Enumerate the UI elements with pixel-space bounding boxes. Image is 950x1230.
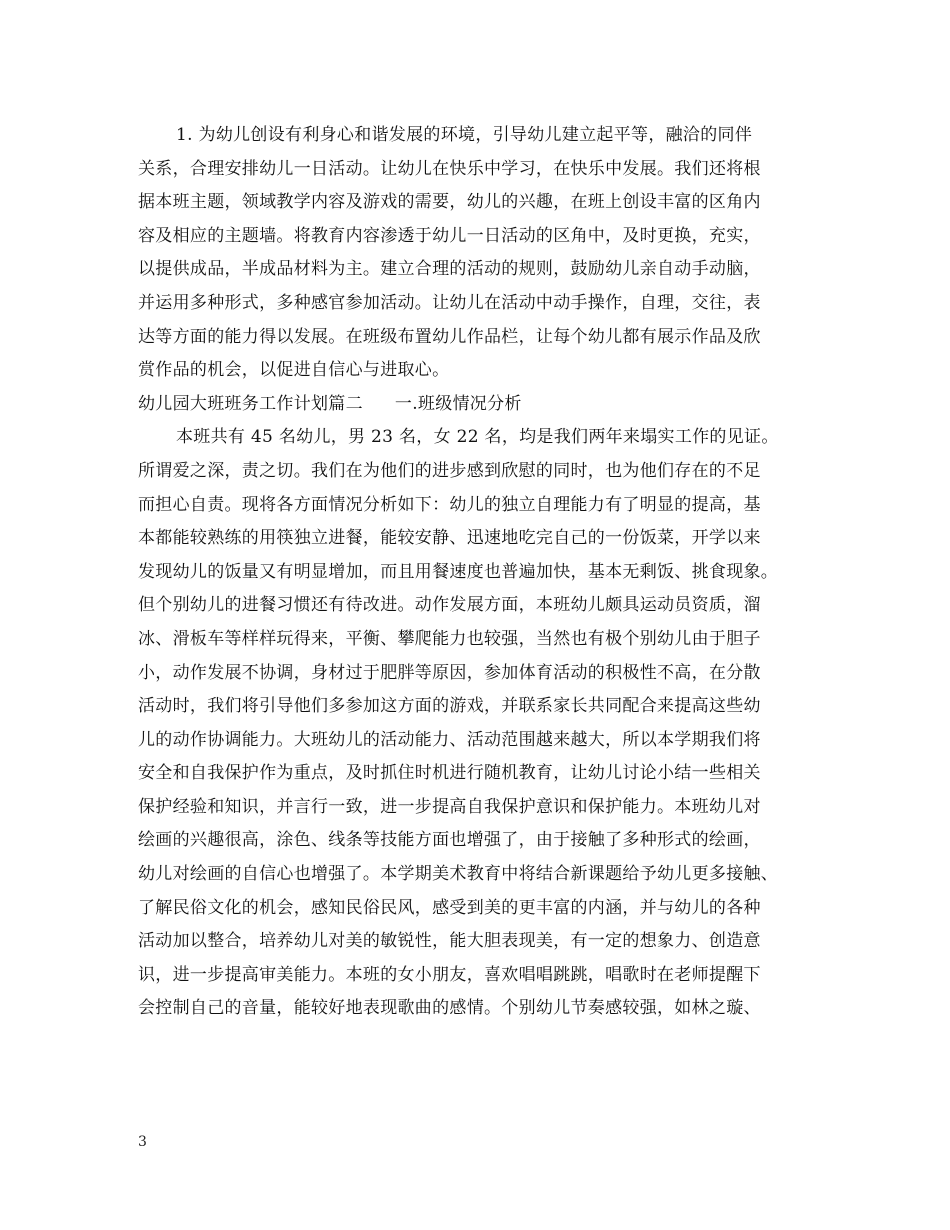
text-line: 冰、滑板车等样样玩得来，平衡、攀爬能力也较强，当然也有极个别幼儿由于胆子 bbox=[138, 628, 761, 649]
section-title: 一.班级情况分析 bbox=[394, 393, 522, 414]
text-line: 发现幼儿的饭量又有明显增加，而且用餐速度也普遍加快，基本无剩饭、挑食现象。 bbox=[138, 561, 779, 582]
text-line: 关系，合理安排幼儿一日活动。让幼儿在快乐中学习，在快乐中发展。我们还将根 bbox=[138, 158, 761, 179]
text-line: 所谓爱之深，责之切。我们在为他们的进步感到欣慰的同时，也为他们存在的不足 bbox=[138, 460, 761, 481]
text-line: 以提供成品，半成品材料为主。建立合理的活动的规则，鼓励幼儿亲自动手动脑， bbox=[138, 259, 761, 280]
text-line: 据本班主题，领域教学内容及游戏的需要，幼儿的兴趣，在班上创设丰富的区角内 bbox=[138, 192, 761, 213]
section-heading bbox=[138, 388, 818, 422]
text-line: 安全和自我保护作为重点，及时抓住时机进行随机教育，让幼儿讨论小结一些相关 bbox=[138, 763, 761, 784]
text-line: 容及相应的主题墙。将教育内容渗透于幼儿一日活动的区角中，及时更换，充实， bbox=[138, 225, 761, 246]
text-line: 赏作品的机会，以促进自信心与进取心。 bbox=[138, 360, 450, 381]
paragraph-class-analysis bbox=[138, 421, 818, 1026]
text-line: 保护经验和知识，并言行一致，进一步提高自我保护意识和保护能力。本班幼儿对 bbox=[138, 796, 761, 817]
text-line: 绘画的兴趣很高，涂色、线条等技能方面也增强了，由于接触了多种形式的绘画， bbox=[138, 830, 761, 851]
text-line: 活动时，我们将引导他们多参加这方面的游戏，并联系家长共同配合来提高这些幼 bbox=[138, 696, 761, 717]
text-line: 而担心自责。现将各方面情况分析如下：幼儿的独立自理能力有了明显的提高，基 bbox=[138, 494, 761, 515]
body-text bbox=[138, 119, 818, 1026]
text-line: 达等方面的能力得以发展。在班级布置幼儿作品栏，让每个幼儿都有展示作品及欣 bbox=[138, 326, 761, 347]
text-line: 幼儿对绘画的自信心也增强了。本学期美术教育中将结合新课题给予幼儿更多接触、 bbox=[138, 864, 779, 885]
text-line: 识，进一步提高审美能力。本班的女小朋友，喜欢唱唱跳跳，唱歌时在老师提醒下 bbox=[138, 964, 761, 985]
text-line: 儿的动作协调能力。大班幼儿的活动能力、活动范围越来越大，所以本学期我们将 bbox=[138, 729, 761, 750]
text-line: 本都能较熟练的用筷独立进餐，能较安静、迅速地吃完自己的一份饭菜，开学以来 bbox=[138, 528, 761, 549]
text-line: 活动加以整合，培养幼儿对美的敏锐性，能大胆表现美，有一定的想象力、创造意 bbox=[138, 931, 761, 952]
text-line: 小，动作发展不协调，身材过于肥胖等原因，参加体育活动的积极性不高，在分散 bbox=[138, 662, 761, 683]
page-number: 3 bbox=[138, 1134, 147, 1150]
text-line: 本班共有 45 名幼儿，男 23 名，女 22 名，均是我们两年来塌实工作的见证。 bbox=[176, 427, 779, 448]
text-line: 并运用多种形式，多种感官参加活动。让幼儿在活动中动手操作，自理，交往，表 bbox=[138, 292, 761, 313]
text-line: 但个别幼儿的进餐习惯还有待改进。动作发展方面，本班幼儿颇具运动员资质，溜 bbox=[138, 595, 761, 616]
text-line: 会控制自己的音量，能较好地表现歌曲的感情。个别幼儿节奏感较强，如林之璇、 bbox=[138, 998, 761, 1019]
plan-title: 幼儿园大班班务工作计划篇二 bbox=[138, 393, 363, 414]
text-line: 了解民俗文化的机会，感知民俗民风，感受到美的更丰富的内涵，并与幼儿的各种 bbox=[138, 897, 761, 918]
text-line: 1. 为幼儿创设有利身心和谐发展的环境，引导幼儿建立起平等，融洽的同伴 bbox=[176, 125, 753, 145]
paragraph-environment bbox=[138, 119, 818, 388]
